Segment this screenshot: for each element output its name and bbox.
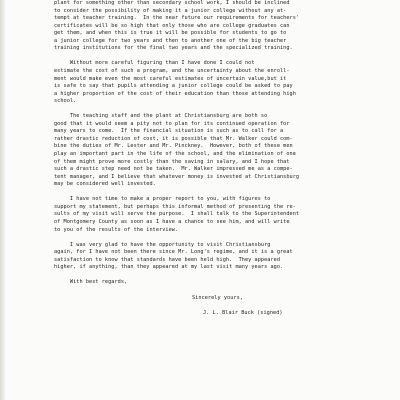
letter-paragraph [54,242,384,272]
text-line: plant for something other than secondary school work, I should be inclined [54,0,290,6]
text-line: Without more careful figuring than I have done I could not [54,60,255,67]
text-line: again, for I have not been there since Mr. Long's regime, and it is a great [54,249,293,256]
letter-body [54,0,384,317]
text-line: estimate the cost of such a program, and the uncertainty about the enroll- [54,67,290,74]
text-line: tent manager, and I believe that whatever money is invested at Christiansburg [54,173,300,180]
text-line: training institutions for the final two years and the specialized training. [54,45,293,52]
signature-text: J. L. Blair Buck (signed) [203,309,283,316]
text-line: school. [54,98,77,105]
paragraph-gap [54,53,384,61]
letter-paragraph [54,196,384,234]
text-line: is safe to say that pupils attending a junior college could be asked to pay [54,83,293,90]
text-line: ment would make even the most careful estimates of uncertain value,but it [54,75,287,82]
paragraph-gap [54,287,384,295]
text-line: certificates will be so high that only those who are college graduates can [54,22,290,29]
text-line: good that it would seem a pity not to plan for its continued operation for [54,120,290,127]
text-line: may be considered well invested. [54,181,156,188]
letter-paragraph [54,0,384,53]
text-line: With best regards, [54,279,128,286]
text-line: I have not time to make a proper report to you, with figures to [54,196,271,203]
text-line: such a drastic step need not be taken. Mr. Walker impressed me as a compe- [54,166,293,173]
text-line: sults of my visit will serve the purpose. I shall talk to the Superintendent [54,211,300,218]
text-line: bine the duties of Mr. Lester and Mr. Pinckney. However, both of these men [54,143,293,150]
text-line: higher, if anything, than they appeared at my last visit many years ago. [54,264,284,271]
text-line: many years to come. If the financial situation is such as to call for a [54,128,284,135]
paragraph-gap [54,106,384,114]
text-line: play an important part in the life of the school, and the elimination of one [54,151,296,158]
text-line: support my statement, but perhaps this informal method of presenting the re- [54,203,296,210]
text-line: to you of the results of the interview. [54,226,179,233]
paragraph-gap [54,234,384,242]
paragraph-gap [54,189,384,197]
text-line: rather drastic reduction of cost, it is possible that Mr. Walker could com- [54,135,293,142]
text-line: of Montgomery County as soon as I have a chance to see him, and will write [54,219,290,225]
text-line: The teaching staff and the plant at Christiansburg are both so [54,113,268,120]
closing-gap [54,302,384,310]
page-edge-shadow [0,0,6,400]
closing-text: Sincerely yours, [192,294,243,301]
text-line: a higher proportion of the cost of their education than those attending high [54,90,296,97]
paragraph-gap [54,272,384,280]
text-line: get them, and when this is true it will be possible for students to go to [54,30,287,37]
text-line: to consider the possibility of making it a junior college without any at- [54,7,287,14]
text-line: of them might prove more costly than the saving in salary, and I hope that [54,158,290,165]
letter-paragraph [54,279,384,287]
text-line: I was very glad to have the opportunity to visit Christiansburg [54,241,271,248]
text-line: tempt at teacher training. In the near future our requirements for teachers' [54,15,300,22]
letter-paragraph [54,60,384,105]
text-line: satisfaction to know that standards have been held high. They appeared [54,256,281,263]
letter-paragraph [54,113,384,188]
text-line: a junior college for two years and then to another one of the big teacher [54,37,287,44]
